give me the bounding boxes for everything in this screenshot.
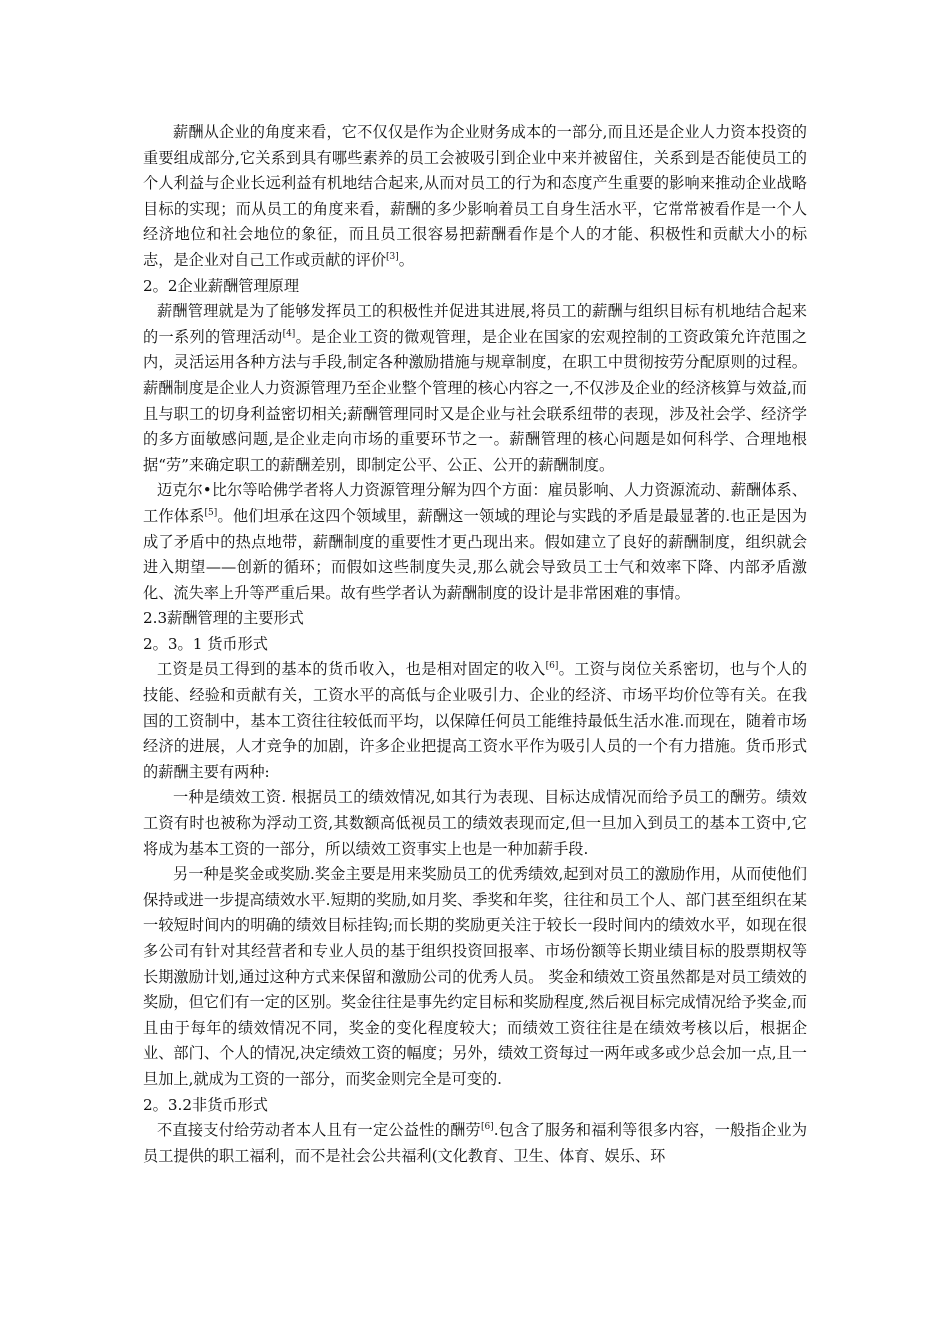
paragraph-text: 迈克尔•比尔等哈佛学者将人力资源管理分解为四个方面：雇员影响、人力资源流动、薪酬体系、工作体系 [143,481,807,525]
paragraph-text: 另一种是奖金或奖励.奖金主要是用来奖励员工的优秀绩效,起到对员工的激励作用，从而使他们保持或进一步提高绩效水平.短期的奖励,如月奖、季奖和年奖，往往和员工个人、部门甚至组织在某一较短时间内的明确的绩效目标挂钩;而长期的奖励更关注于较长一段时间内的绩效水平，如现在很多公司有针对其经营者和专业人员的基于组织投资回报率、市场份额等长期业绩目标的股票期权等长期激励计划,通过这种方式来保留和激励公司的优秀人员。 奖金和绩效工资虽然都是对员工绩效的奖励，但它们有一定的区别。奖金往往是事先约定目标和奖励程度,然后视目标完成情况给予奖金,而且由于每年的绩效情况不同，奖金的变化程度较大；而绩效工资往往是在绩效考核以后，根据企业、部门、个人的情况,决定绩效工资的幅度；另外，绩效工资每过一两年或多或少总会加一点,且一旦加上,就成为工资的一部分，而奖金则完全是可变的. [143,865,807,1088]
paragraph-text: 工资是员工得到的基本的货币收入，也是相对固定的收入 [157,660,546,679]
paragraph-text: 薪酬管理就是为了能够发挥员工的积极性并促进其进展,将员工的薪酬与组织目标有机地结合起来的一系列的管理活动 [143,302,807,346]
paragraph-text: 。他们坦承在这四个领域里，薪酬这一领域的理论与实践的矛盾是最显著的.也正是因为成了矛盾中的热点地带，薪酬制度的重要性才更凸现出来。假如建立了良好的薪酬制度，组织就会进入期望——创新的循环；而假如这些制度失灵,那么就会导致员工士气和效率下降、内部矛盾激化、流失率上升等严重后果。故有些学者认为薪酬制度的设计是非常困难的事情。 [143,506,808,602]
body-paragraph [143,478,807,606]
citation-ref: [4] [282,328,296,339]
paragraph-text: 薪酬从企业的角度来看，它不仅仅是作为企业财务成本的一部分,而且还是企业人力资本投资的重要组成部分,它关系到具有哪些素养的员工会被吸引到企业中来并被留住，关系到是否能使员工的个人利益与企业长远利益有机地结合起来,从而对员工的行为和态度产生重要的影响来推动企业战略目标的实现；而从员工的角度来看，薪酬的多少影响着员工自身生活水平，它常常被看作是一个人经济地位和社会地位的象征，而且员工很容易把薪酬看作是个人的才能、积极性和贡献大小的标志，是企业对自己工作或贡献的评价 [143,123,807,269]
document-page [143,120,807,1169]
section-heading: 2.3薪酬管理的主要形式 [143,609,304,628]
paragraph-text: 。是企业工资的微观管理，是企业在国家的宏观控制的工资政策允许范围之内，灵活运用各种方法与手段,制定各种激励措施与规章制度，在职工中贯彻按劳分配原则的过程。薪酬制度是企业人力资源管理乃至企业整个管理的核心内容之一,不仅涉及企业的经济核算与效益,而且与职工的切身利益密切相关;薪酬管理同时又是企业与社会联系纽带的表现，涉及社会学、经济学的多方面敏感问题,是企业走向市场的重要环节之一。薪酬管理的核心问题是如何科学、合理地根据“劳”来确定职工的薪酬差别，即制定公平、公正、公开的薪酬制度。 [143,327,808,474]
citation-ref: [3] [386,251,399,262]
section-heading: 2。3。1 货币形式 [143,634,268,653]
paragraph-text: 。 [398,250,414,269]
citation-ref: [5] [204,507,218,518]
paragraph-text: 。工资与岗位关系密切，也与个人的技能、经验和贡献有关，工资水平的高低与企业吸引力、企业的经济、市场平均价位等有关。在我国的工资制中，基本工资往往较低而平均，以保障任何员工能维持最低生活水准.而现在，随着市场经济的进展，人才竞争的加剧，许多企业把提高工资水平作为吸引人员的一个有力措施。货币形式的薪酬主要有两种: [143,660,808,781]
paragraph-text: 不直接支付给劳动者本人且有一定公益性的酬劳 [157,1121,481,1140]
paragraph-text: .包含了服务和福利等很多内容，一般指企业为员工提供的职工福利，而不是社会公共福利(文化教育、卫生、体育、娱乐、环 [143,1121,808,1165]
section-heading: 2。2企业薪酬管理原理 [143,276,300,295]
body-paragraph [143,862,807,1092]
body-paragraph [143,657,807,785]
body-paragraph [143,1118,807,1169]
section-heading: 2。3.2非货币形式 [143,1095,268,1114]
citation-ref: [6] [545,661,559,672]
body-paragraph [143,785,807,862]
paragraph-text: 一种是绩效工资. 根据员工的绩效情况,如其行为表现、目标达成情况而给予员工的酬劳。绩效工资有时也被称为浮动工资,其数额高低视员工的绩效表现而定,但一旦加入到员工的基本工资中,它将成为基本工资的一部分，所以绩效工资事实上也是一种加薪手段. [143,788,807,858]
body-paragraph [143,299,807,478]
body-paragraph [143,120,807,274]
citation-ref: [6] [480,1122,494,1133]
